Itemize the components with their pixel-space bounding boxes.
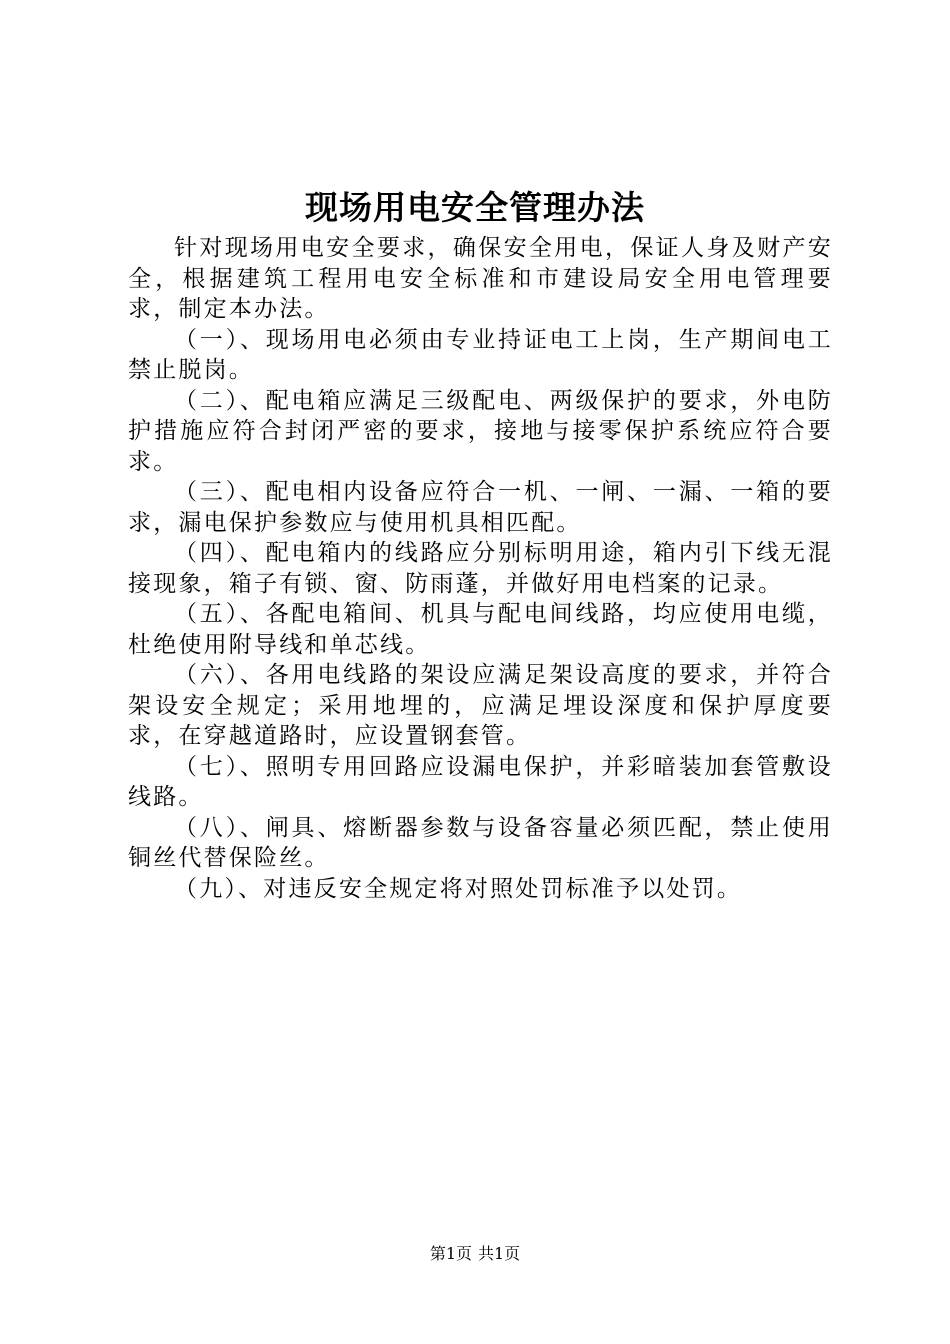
paragraph-item-6: （六）、各用电线路的架设应满足架设高度的要求，并符合架设安全规定；采用地埋的，应满足埋设深度和保护厚度要求，在穿越道路时，应设置钢套管。	[128, 662, 833, 749]
page-number: 第1页	[429, 1244, 472, 1263]
paragraph-intro: 针对现场用电安全要求，确保安全用电，保证人身及财产安全，根据建筑工程用电安全标准和市建设局安全用电管理要求，制定本办法。	[128, 235, 833, 322]
page-total: 共1页	[478, 1244, 521, 1263]
paragraph-item-9: （九）、对违反安全规定将对照处罚标准予以处罚。	[174, 875, 743, 902]
page-footer	[0, 1243, 950, 1265]
document-title: 现场用电安全管理办法	[305, 188, 645, 227]
paragraph-item-3: （三）、配电相内设备应符合一机、一闸、一漏、一箱的要求，漏电保护参数应与使用机具相匹配。	[128, 479, 833, 536]
paragraph-item-8: （八）、闸具、熔断器参数与设备容量必须匹配，禁止使用铜丝代替保险丝。	[128, 814, 833, 871]
document-body	[128, 233, 833, 904]
paragraph-item-4: （四）、配电箱内的线路应分别标明用途，箱内引下线无混接现象，箱子有锁、窗、防雨蓬，并做好用电档案的记录。	[128, 540, 833, 597]
paragraph-item-7: （七）、照明专用回路应设漏电保护，并彩暗装加套管敷设线路。	[128, 753, 833, 810]
paragraph-item-2: （二）、配电箱应满足三级配电、两级保护的要求，外电防护措施应符合封闭严密的要求，接地与接零保护系统应符合要求。	[128, 387, 833, 475]
paragraph-item-1: （一）、现场用电必须由专业持证电工上岗，生产期间电工禁止脱岗。	[128, 326, 833, 383]
paragraph-item-5: （五）、各配电箱间、机具与配电间线路，均应使用电缆，杜绝使用附导线和单芯线。	[128, 601, 833, 658]
